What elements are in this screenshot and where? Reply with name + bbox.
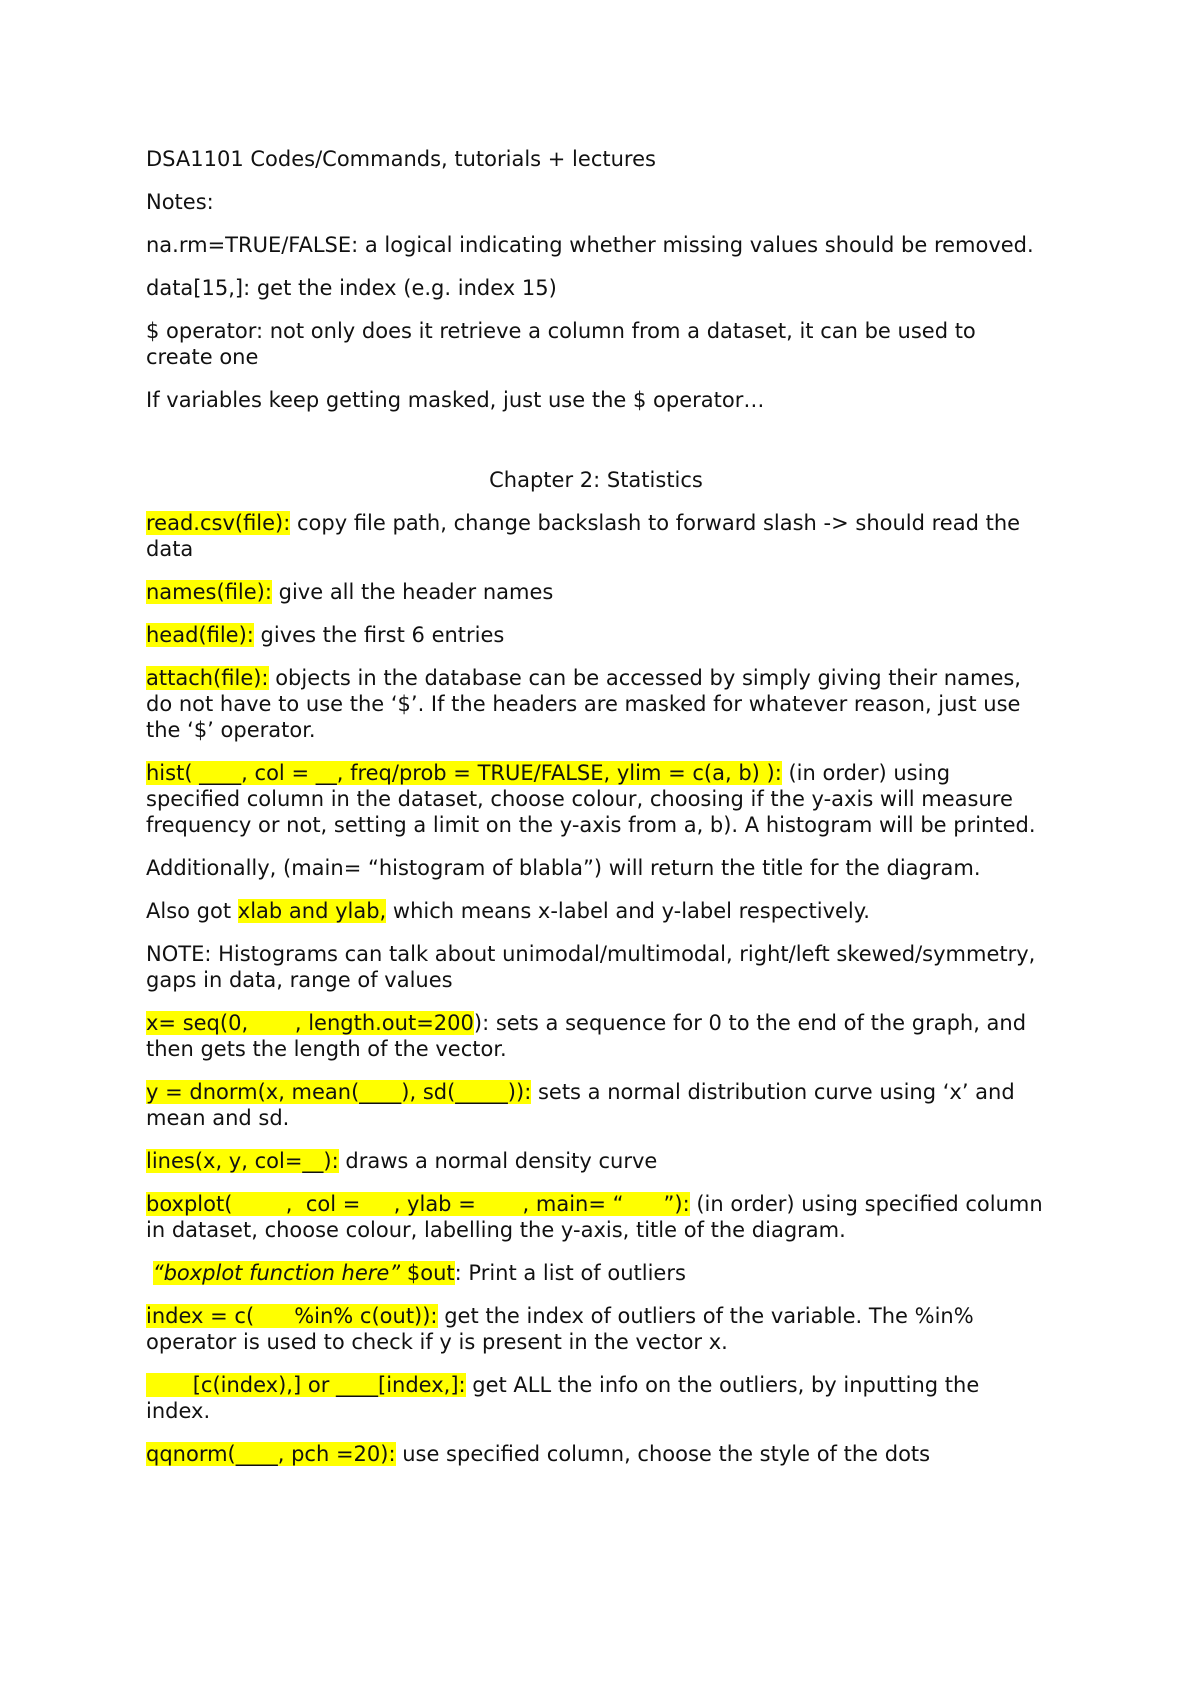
command-entry bbox=[146, 760, 1046, 838]
command-entry bbox=[146, 1372, 1046, 1424]
command-description: get the index of outliers of the variable. The %in% operator is used to check if y is present in the vector x. bbox=[146, 1304, 974, 1354]
command-entry bbox=[146, 665, 1046, 743]
note-item: na.rm=TRUE/FALSE: a logical indicating whether missing values should be removed. bbox=[146, 233, 1034, 257]
command-entry bbox=[146, 510, 1046, 562]
command-description: gives the first 6 entries bbox=[253, 623, 505, 647]
command-description: sets a normal distribution curve using ‘x’ and mean and sd. bbox=[146, 1080, 1015, 1130]
also-note bbox=[146, 898, 1046, 924]
command-entry bbox=[146, 1441, 1046, 1467]
command-description: (in order) using specified column in dataset, choose colour, labelling the y-axis, title of the diagram. bbox=[146, 1192, 1043, 1242]
chapter-heading: Chapter 2: Statistics bbox=[489, 468, 703, 492]
also-prefix: Also got bbox=[146, 899, 238, 923]
command-code: index = c( %in% c(out)): bbox=[146, 1304, 438, 1328]
command-entry bbox=[146, 1010, 1046, 1062]
additionally-note: Additionally, (main= “histogram of blabla”) will return the title for the diagram. bbox=[146, 856, 981, 880]
also-highlight: xlab and ylab, bbox=[237, 899, 387, 923]
command-description: use specified column, choose the style of the dots bbox=[395, 1442, 931, 1466]
command-entry bbox=[146, 622, 1046, 648]
command-description: copy file path, change backslash to forward slash -> should read the data bbox=[146, 511, 1021, 561]
command-description: ): sets a sequence for 0 to the end of the graph, and then gets the length of the vector. bbox=[146, 1011, 1027, 1061]
command-code: x= seq(0, , length.out=200 bbox=[146, 1011, 474, 1035]
command-code: names(file): bbox=[146, 580, 272, 604]
document-title: DSA1101 Codes/Commands, tutorials + lectures bbox=[146, 147, 656, 171]
histogram-note: NOTE: Histograms can talk about unimodal/multimodal, right/left skewed/symmetry, gaps in data, range of values bbox=[146, 942, 1036, 992]
spacer bbox=[146, 430, 1046, 467]
document-page bbox=[146, 146, 1046, 1484]
command-description: get ALL the info on the outliers, by inputting the index. bbox=[146, 1373, 980, 1423]
note-item: data[15,]: get the index (e.g. index 15) bbox=[146, 276, 557, 300]
command-code: boxplot( , col = , ylab = , main= “ ”): bbox=[146, 1192, 690, 1216]
command-code: y = dnorm(x, mean(____), sd(_____)): bbox=[146, 1080, 532, 1104]
command-entry bbox=[146, 1079, 1046, 1131]
also-suffix: which means x-label and y-label respectively. bbox=[386, 899, 870, 923]
command-entry bbox=[146, 579, 1046, 605]
outlier-description: : Print a list of outliers bbox=[454, 1261, 686, 1285]
outlier-prefix bbox=[146, 1261, 153, 1285]
command-code: lines(x, y, col=__): bbox=[146, 1149, 339, 1173]
command-entry bbox=[146, 1191, 1046, 1243]
command-code: read.csv(file): bbox=[146, 511, 291, 535]
command-code: qqnorm(____, pch =20): bbox=[146, 1442, 396, 1466]
outlier-code-italic: “boxplot function here” bbox=[152, 1261, 401, 1285]
command-code: head(file): bbox=[146, 623, 254, 647]
note-item: If variables keep getting masked, just use the $ operator… bbox=[146, 388, 765, 412]
notes-label: Notes: bbox=[146, 190, 214, 214]
command-entry bbox=[146, 1148, 1046, 1174]
command-code: [c(index),] or ____[index,]: bbox=[146, 1373, 466, 1397]
command-description: objects in the database can be accessed by simply giving their names, do not have to use the ‘$’. If the headers are masked for whatever reason, just use the ‘$’ operator. bbox=[146, 666, 1021, 742]
outlier-entry bbox=[146, 1260, 1046, 1286]
command-description: give all the header names bbox=[271, 580, 554, 604]
command-code: attach(file): bbox=[146, 666, 269, 690]
note-item: $ operator: not only does it retrieve a column from a dataset, it can be used to create one bbox=[146, 319, 976, 369]
outlier-code: $out bbox=[400, 1261, 455, 1285]
command-description: draws a normal density curve bbox=[338, 1149, 658, 1173]
command-description: (in order) using specified column in the dataset, choose colour, choosing if the y-axis will measure frequency or not, setting a limit on the y-axis from a, b). A histogram will be printed. bbox=[146, 761, 1036, 837]
command-entry bbox=[146, 1303, 1046, 1355]
command-code: hist( ____, col = __, freq/prob = TRUE/FALSE, ylim = c(a, b) ): bbox=[146, 761, 782, 785]
